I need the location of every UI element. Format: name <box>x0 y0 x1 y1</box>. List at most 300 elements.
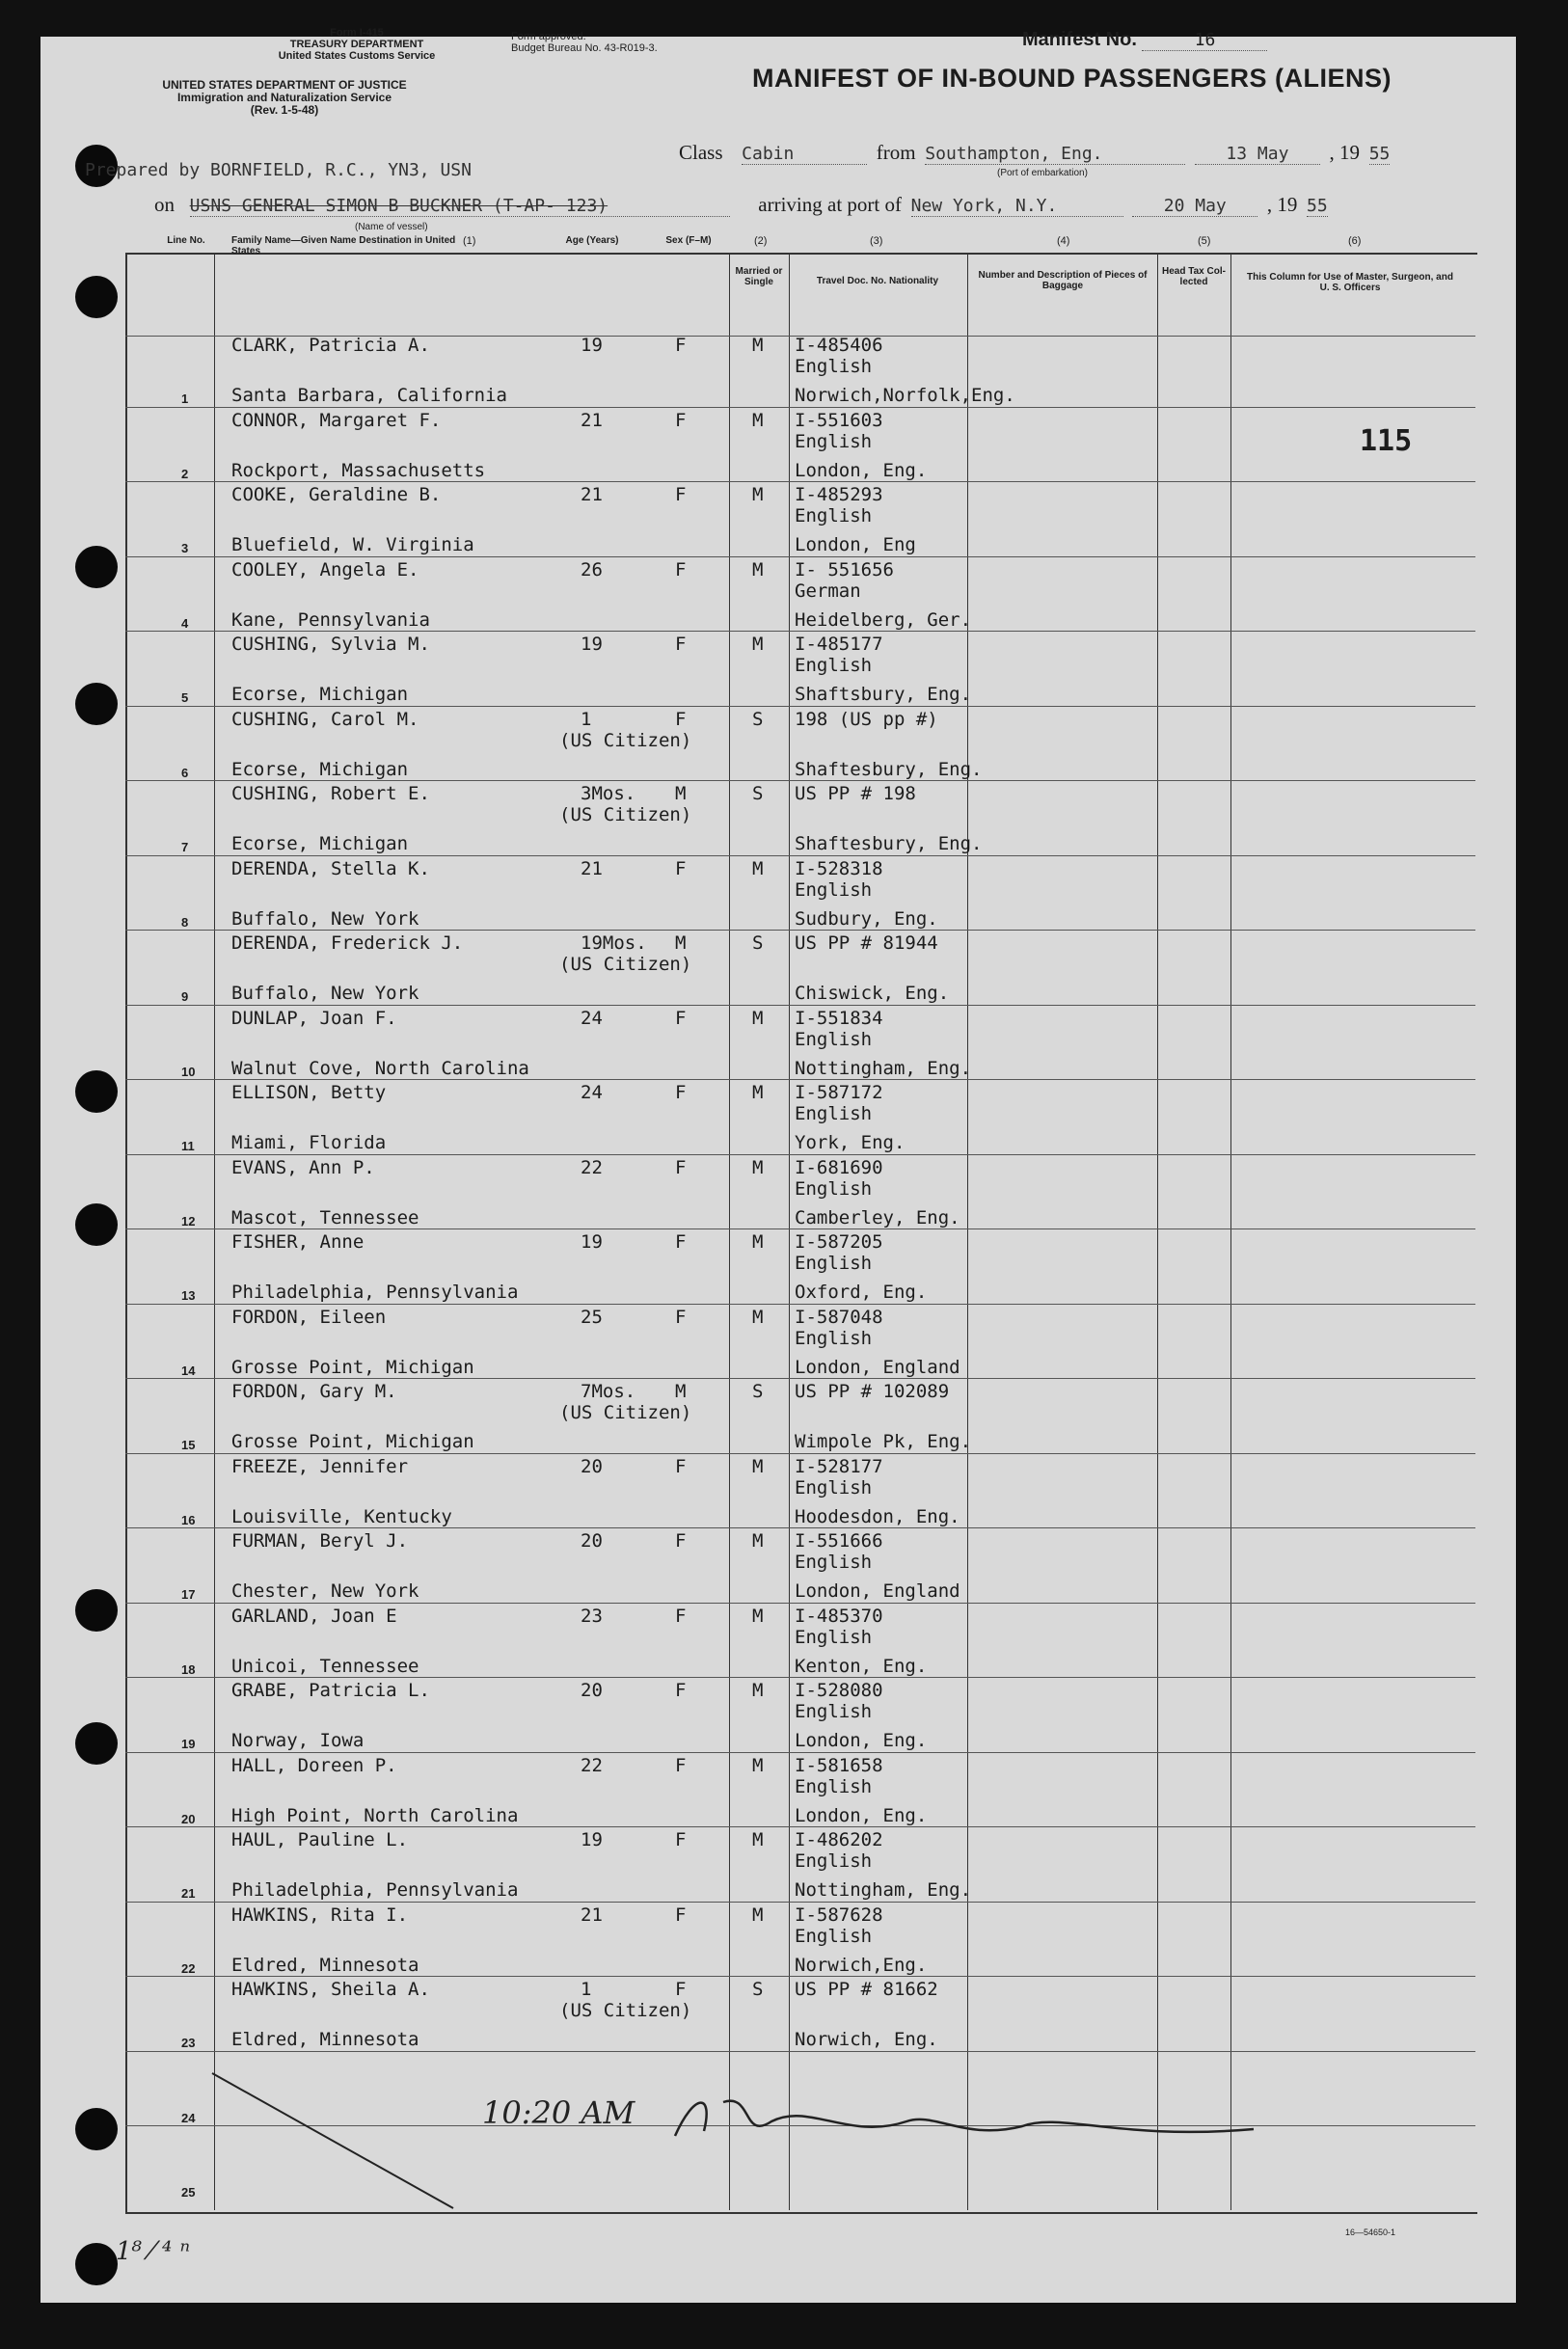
row-divider <box>125 855 1475 856</box>
cell-dest: Buffalo, New York <box>231 907 419 930</box>
revision: (Rev. 1-5-48) <box>250 103 319 117</box>
table-row <box>0 336 1475 412</box>
table-row <box>0 1083 1475 1159</box>
row-divider <box>125 556 1475 557</box>
cell-name: FURMAN, Beryl J. <box>231 1530 409 1552</box>
table-row <box>0 859 1475 935</box>
line-number: 22 <box>181 1960 196 1976</box>
table-row <box>0 1531 1475 1607</box>
cell-name: DERENDA, Stella K. <box>231 857 430 879</box>
cell-sex: F <box>675 335 687 356</box>
cell-age: 3Mos. <box>581 783 636 804</box>
cell-name: EVANS, Ann P. <box>231 1156 375 1178</box>
cell-sex: F <box>675 409 687 431</box>
cell-name: FISHER, Anne <box>231 1231 365 1253</box>
cell-sex: F <box>675 857 687 879</box>
cell-sex: F <box>675 484 687 505</box>
line-number: 21 <box>181 1886 196 1901</box>
cell-ms: M <box>752 335 764 356</box>
table-row <box>0 1756 1475 1832</box>
cell-sex: F <box>675 1156 687 1178</box>
table-row <box>0 411 1475 487</box>
cell-sex: F <box>675 1306 687 1328</box>
cell-nat: English <box>795 878 873 901</box>
prepared-by: Prepared by BORNFIELD, R.C., YN3, USN <box>85 160 472 180</box>
col-header-officers: This Column for Use of Master, Surgeon, and U. S. Officers <box>1247 272 1453 293</box>
row-divider <box>125 1005 1475 1006</box>
cell-city: London, Eng. <box>795 1804 928 1826</box>
cell-city: Shaftsbury, Eng. <box>795 684 972 705</box>
arrival-year-prefix: , 19 <box>1266 193 1298 216</box>
depart-year-prefix: , 19 <box>1329 141 1361 164</box>
table-row <box>0 784 1475 860</box>
cell-age: 22 <box>581 1156 603 1178</box>
cell-dest: Kane, Pennsylvania <box>231 608 430 631</box>
budget-bureau: Budget Bureau No. 43-R019-3. <box>511 42 658 54</box>
cell-ms: M <box>752 1455 764 1477</box>
row-divider <box>125 780 1475 781</box>
cell-doc: I- 551656 <box>795 558 894 580</box>
cell-nat: (US Citizen) <box>559 954 692 975</box>
row-divider <box>125 481 1475 482</box>
cell-nat: (US Citizen) <box>559 2000 692 2021</box>
cell-nat: English <box>795 1850 873 1872</box>
cell-sex: F <box>675 1455 687 1477</box>
cell-ms: M <box>752 409 764 431</box>
cell-age: 24 <box>581 1007 603 1029</box>
line-number: 24 <box>181 2110 196 2125</box>
cell-dest: Ecorse, Michigan <box>231 833 409 854</box>
col-header-name: Family Name—Given Name Destination in United States <box>231 235 456 256</box>
row-divider <box>125 631 1475 632</box>
cell-age: 25 <box>581 1306 603 1328</box>
column-number: (4) <box>1057 235 1070 247</box>
cell-age: 21 <box>581 857 603 879</box>
cell-dest: Santa Barbara, California <box>231 385 507 406</box>
cell-sex: F <box>675 1754 687 1776</box>
depart-date: 13 May <box>1195 144 1320 165</box>
row-divider <box>125 1453 1475 1454</box>
cell-doc: I-587172 <box>795 1082 883 1103</box>
cell-dest: Grosse Point, Michigan <box>231 1431 474 1452</box>
cell-age: 26 <box>581 558 603 580</box>
on-label: on <box>154 193 175 216</box>
table-row <box>0 1980 1475 2056</box>
cell-city: Wimpole Pk, Eng. <box>795 1431 972 1452</box>
cell-age: 24 <box>581 1082 603 1103</box>
cell-ms: S <box>752 1979 764 2000</box>
arrival-port: New York, N.Y. <box>911 196 1123 217</box>
row-divider <box>125 407 1475 408</box>
row-divider <box>125 1079 1475 1080</box>
cell-city: Norwich, Eng. <box>795 2029 938 2050</box>
cell-city: Sudbury, Eng. <box>795 907 938 930</box>
cell-nat: English <box>795 1103 873 1124</box>
cell-doc: US PP # 198 <box>795 783 916 804</box>
cell-city: Norwich,Eng. <box>795 1954 928 1976</box>
row-divider <box>125 1826 1475 1827</box>
row-divider <box>125 1976 1475 1977</box>
cell-age: 1 <box>581 1979 592 2000</box>
cell-name: FORDON, Eileen <box>231 1306 387 1328</box>
cell-city: Kenton, Eng. <box>795 1655 928 1677</box>
cell-ms: M <box>752 1904 764 1926</box>
cell-ms: M <box>752 857 764 879</box>
cell-doc: I-581658 <box>795 1754 883 1776</box>
table-row <box>0 1830 1475 1906</box>
col-header-travel-doc: Travel Doc. No. Nationality <box>816 276 939 286</box>
line-number: 20 <box>181 1811 196 1826</box>
line-number: 15 <box>181 1438 196 1452</box>
cell-dest: Philadelphia, Pennsylvania <box>231 1879 519 1901</box>
cell-nat: English <box>795 1476 873 1498</box>
cell-city: York, Eng. <box>795 1132 906 1153</box>
cell-ms: S <box>752 932 764 954</box>
vessel-line <box>154 193 1328 217</box>
cell-doc: I-587205 <box>795 1231 883 1253</box>
col-header-age: Age (Years) <box>565 235 619 246</box>
cell-name: FORDON, Gary M. <box>231 1381 397 1402</box>
column-number: (5) <box>1198 235 1211 247</box>
cell-doc: I-528177 <box>795 1455 883 1477</box>
cell-ms: S <box>752 708 764 730</box>
cell-nat: English <box>795 1028 873 1050</box>
cell-city: Oxford, Eng. <box>795 1282 928 1303</box>
col-header-sex: Sex (F–M) <box>665 235 712 246</box>
cell-dest: Norway, Iowa <box>231 1730 365 1751</box>
cell-city: Heidelberg, Ger. <box>795 608 972 631</box>
cell-sex: F <box>675 634 687 655</box>
cell-dest: Bluefield, W. Virginia <box>231 534 474 555</box>
cell-age: 20 <box>581 1680 603 1701</box>
cell-dest: Unicoi, Tennessee <box>231 1655 419 1677</box>
customs-service: United States Customs Service <box>278 50 436 62</box>
cell-dest: Louisville, Kentucky <box>231 1505 452 1527</box>
ins-title: Immigration and Naturalization Service <box>176 91 392 104</box>
cell-ms: M <box>752 1680 764 1701</box>
line-number: 11 <box>181 1139 195 1153</box>
cell-doc: 198 (US pp #) <box>795 708 938 730</box>
row-divider <box>125 1677 1475 1678</box>
col-header-married: Married or Single <box>735 266 783 287</box>
cell-city: Shaftesbury, Eng. <box>795 758 983 780</box>
cell-nat: English <box>795 1775 873 1797</box>
row-divider <box>125 1304 1475 1305</box>
row-divider <box>125 1603 1475 1604</box>
row-divider <box>125 1228 1475 1229</box>
line-number: 5 <box>181 690 189 705</box>
cell-city: Camberley, Eng. <box>795 1206 960 1228</box>
cell-doc: I-587628 <box>795 1904 883 1926</box>
line-number: 3 <box>181 541 189 555</box>
from-value: Southampton, Eng. <box>925 144 1185 165</box>
cell-age: 22 <box>581 1754 603 1776</box>
table-row <box>0 1158 1475 1234</box>
cell-ms: S <box>752 1381 764 1402</box>
cell-doc: I-681690 <box>795 1156 883 1178</box>
row-divider <box>125 1752 1475 1753</box>
cell-age: 21 <box>581 1904 603 1926</box>
cell-name: GARLAND, Joan E <box>231 1605 397 1627</box>
cell-age: 19 <box>581 634 603 655</box>
cell-city: London, England <box>795 1356 960 1378</box>
cell-ms: M <box>752 1156 764 1178</box>
line-number: 13 <box>181 1288 196 1303</box>
cell-doc: I-485177 <box>795 634 883 655</box>
cell-dest: Ecorse, Michigan <box>231 758 409 780</box>
cell-doc: US PP # 81944 <box>795 932 938 954</box>
from-label: from <box>876 141 916 164</box>
row-divider <box>125 1902 1475 1903</box>
approval-block <box>511 31 658 54</box>
cell-nat: English <box>795 505 873 526</box>
line-number: 23 <box>181 2036 196 2050</box>
cell-name: CUSHING, Sylvia M. <box>231 634 430 655</box>
line-number: 10 <box>181 1064 196 1079</box>
table-row <box>0 1681 1475 1757</box>
table-row <box>0 485 1475 561</box>
cell-nat: English <box>795 1327 873 1349</box>
cell-nat: English <box>795 1701 873 1722</box>
cell-doc: I-551666 <box>795 1530 883 1552</box>
row-divider <box>125 1154 1475 1155</box>
cell-nat: English <box>795 1626 873 1648</box>
cell-ms: S <box>752 783 764 804</box>
cell-age: 23 <box>581 1605 603 1627</box>
cell-dest: Buffalo, New York <box>231 983 419 1004</box>
table-row <box>0 1009 1475 1085</box>
table-row <box>0 1382 1475 1458</box>
cell-dest: Grosse Point, Michigan <box>231 1356 474 1378</box>
doj-title: UNITED STATES DEPARTMENT OF JUSTICE <box>162 78 407 92</box>
cell-age: 20 <box>581 1530 603 1552</box>
cell-ms: M <box>752 1829 764 1850</box>
cell-ms: M <box>752 484 764 505</box>
cell-name: CLARK, Patricia A. <box>231 335 430 356</box>
cell-sex: F <box>675 1680 687 1701</box>
line-number: 14 <box>181 1363 196 1378</box>
table-row <box>0 1232 1475 1309</box>
cell-ms: M <box>752 1306 764 1328</box>
cell-ms: M <box>752 558 764 580</box>
column-number: (2) <box>754 235 768 247</box>
form-number: Form I-415 <box>330 27 384 39</box>
column-number: (6) <box>1348 235 1362 247</box>
cell-city: London, England <box>795 1580 960 1602</box>
cell-doc: I-528318 <box>795 857 883 879</box>
cell-doc: US PP # 81662 <box>795 1979 938 2000</box>
row-divider <box>125 930 1475 931</box>
cell-nat: (US Citizen) <box>559 1402 692 1423</box>
cell-dest: Chester, New York <box>231 1580 419 1602</box>
treasury-dept: TREASURY DEPARTMENT <box>289 39 424 50</box>
column-number: (3) <box>870 235 883 247</box>
line-number: 17 <box>181 1587 196 1602</box>
cell-age: 21 <box>581 484 603 505</box>
table-row <box>0 1457 1475 1533</box>
cell-dest: Walnut Cove, North Carolina <box>231 1057 529 1079</box>
punch-hole <box>75 2243 118 2285</box>
cell-sex: F <box>675 708 687 730</box>
cell-nat: English <box>795 1253 873 1274</box>
cell-city: Shaftesbury, Eng. <box>795 833 983 854</box>
cell-sex: M <box>675 783 687 804</box>
manifest-value: 16 <box>1142 30 1267 51</box>
cell-dest: Eldred, Minnesota <box>231 2029 419 2050</box>
cell-nat: German <box>795 580 861 602</box>
row-divider <box>125 2051 1475 2052</box>
cell-sex: M <box>675 1381 687 1402</box>
cell-city: London, Eng. <box>795 459 928 481</box>
cell-name: HAWKINS, Rita I. <box>231 1904 409 1926</box>
cell-age: 19 <box>581 1231 603 1253</box>
cell-city: Chiswick, Eng. <box>795 983 950 1004</box>
cell-sex: F <box>675 1829 687 1850</box>
cell-doc: I-485406 <box>795 335 883 356</box>
line-number: 2 <box>181 466 189 481</box>
cell-sex: F <box>675 1530 687 1552</box>
officer-signature <box>617 2083 1273 2160</box>
cell-name: DERENDA, Frederick J. <box>231 932 464 954</box>
cell-dest: Rockport, Massachusetts <box>231 459 486 481</box>
cell-dest: High Point, North Carolina <box>231 1804 519 1826</box>
table-row <box>0 560 1475 636</box>
cell-age: 21 <box>581 409 603 431</box>
cell-ms: M <box>752 1231 764 1253</box>
table-row <box>0 1905 1475 1982</box>
cell-nat: (US Citizen) <box>559 804 692 825</box>
cell-ms: M <box>752 1754 764 1776</box>
port-caption: (Port of embarkation) <box>997 168 1088 178</box>
cell-nat: English <box>795 1177 873 1200</box>
form-approved: Form approved. <box>511 31 586 42</box>
line-number: 9 <box>181 989 189 1004</box>
cell-name: COOLEY, Angela E. <box>231 558 419 580</box>
manifest-label: Manifest No. <box>1022 29 1137 50</box>
depart-year: 55 <box>1368 144 1391 164</box>
cell-city: Nottingham, Eng. <box>795 1057 972 1079</box>
table-row <box>0 1308 1475 1384</box>
cell-name: CUSHING, Robert E. <box>231 783 430 804</box>
line-number: 4 <box>181 615 189 631</box>
cell-sex: F <box>675 1231 687 1253</box>
cell-name: ELLISON, Betty <box>231 1082 387 1103</box>
line-number: 1 <box>181 392 189 406</box>
stamp-number: 115 <box>1360 424 1413 458</box>
table-row <box>0 710 1475 786</box>
line-number: 16 <box>181 1512 196 1527</box>
manifest-number <box>1022 29 1267 51</box>
row-divider <box>125 706 1475 707</box>
line-number: 19 <box>181 1737 196 1751</box>
cell-sex: F <box>675 1605 687 1627</box>
arrival-year: 55 <box>1307 196 1328 216</box>
table-row <box>0 634 1475 711</box>
row-divider <box>125 1527 1475 1528</box>
cell-sex: F <box>675 1904 687 1926</box>
cell-dest: Eldred, Minnesota <box>231 1954 419 1976</box>
form-id-block <box>231 27 482 62</box>
table-row <box>0 933 1475 1010</box>
cell-age: 19 <box>581 1829 603 1850</box>
line-number: 6 <box>181 765 189 780</box>
doj-block <box>68 79 501 117</box>
cell-age: 20 <box>581 1455 603 1477</box>
col-header-baggage: Number and Description of Pieces of Baggage <box>978 270 1148 291</box>
col-header-head-tax: Head Tax Collected <box>1162 266 1226 287</box>
cell-city: London, Eng. <box>795 1730 928 1751</box>
cell-name: GRABE, Patricia L. <box>231 1680 430 1701</box>
line-number: 25 <box>181 2185 196 2200</box>
cell-sex: F <box>675 1082 687 1103</box>
punch-hole <box>75 276 118 318</box>
cell-dest: Ecorse, Michigan <box>231 684 409 705</box>
cell-name: HALL, Doreen P. <box>231 1754 397 1776</box>
cell-name: COOKE, Geraldine B. <box>231 484 442 505</box>
cell-name: DUNLAP, Joan F. <box>231 1007 397 1029</box>
cell-doc: I-486202 <box>795 1829 883 1850</box>
cell-age: 7Mos. <box>581 1381 636 1402</box>
cell-ms: M <box>752 1082 764 1103</box>
cell-city: Norwich,Norfolk,Eng. <box>795 385 1015 406</box>
cell-ms: M <box>752 1605 764 1627</box>
cell-dest: Miami, Florida <box>231 1132 387 1153</box>
cell-nat: (US Citizen) <box>559 729 692 751</box>
cell-name: HAUL, Pauline L. <box>231 1829 409 1850</box>
cell-ms: M <box>752 1530 764 1552</box>
cell-age: 19Mos. <box>581 932 647 954</box>
col-header-line-no: Line No. <box>167 235 205 246</box>
cell-nat: English <box>795 1925 873 1947</box>
signature-time: 10:20 AM <box>482 2094 635 2131</box>
cell-name: HAWKINS, Sheila A. <box>231 1979 430 2000</box>
cell-doc: I-587048 <box>795 1306 883 1328</box>
line-number: 7 <box>181 840 189 854</box>
cell-name: FREEZE, Jennifer <box>231 1455 409 1477</box>
line-number: 8 <box>181 914 189 930</box>
arrival-date: 20 May <box>1132 196 1257 217</box>
line-number: 12 <box>181 1213 196 1228</box>
vessel-name: USNS GENERAL SIMON B BUCKNER (T-AP- 123) <box>190 196 730 217</box>
cell-sex: F <box>675 1979 687 2000</box>
cell-city: London, Eng <box>795 534 916 555</box>
margin-note: 1⁸ ⁄ ⁴ ⁿ <box>116 2237 191 2266</box>
cancel-stroke <box>183 2064 473 2218</box>
cell-doc: I-485293 <box>795 484 883 505</box>
row-divider <box>125 1378 1475 1379</box>
class-label: Class <box>679 141 723 164</box>
cell-doc: US PP # 102089 <box>795 1381 950 1402</box>
cell-doc: I-528080 <box>795 1680 883 1701</box>
cell-dest: Mascot, Tennessee <box>231 1206 419 1228</box>
cell-sex: F <box>675 1007 687 1029</box>
cell-nat: English <box>795 356 873 377</box>
line-number: 18 <box>181 1661 196 1677</box>
arriving-label: arriving at port of <box>758 193 902 216</box>
cell-doc: I-551603 <box>795 409 883 431</box>
cell-ms: M <box>752 634 764 655</box>
cell-doc: I-551834 <box>795 1007 883 1029</box>
cell-name: CUSHING, Carol M. <box>231 708 419 730</box>
cell-sex: F <box>675 558 687 580</box>
cell-name: CONNOR, Margaret F. <box>231 409 442 431</box>
class-value: Cabin <box>742 144 867 165</box>
cell-nat: English <box>795 1552 873 1573</box>
cell-sex: M <box>675 932 687 954</box>
cell-ms: M <box>752 1007 764 1029</box>
page-title: MANIFEST OF IN-BOUND PASSENGERS (ALIENS) <box>752 64 1392 93</box>
cell-nat: English <box>795 655 873 676</box>
